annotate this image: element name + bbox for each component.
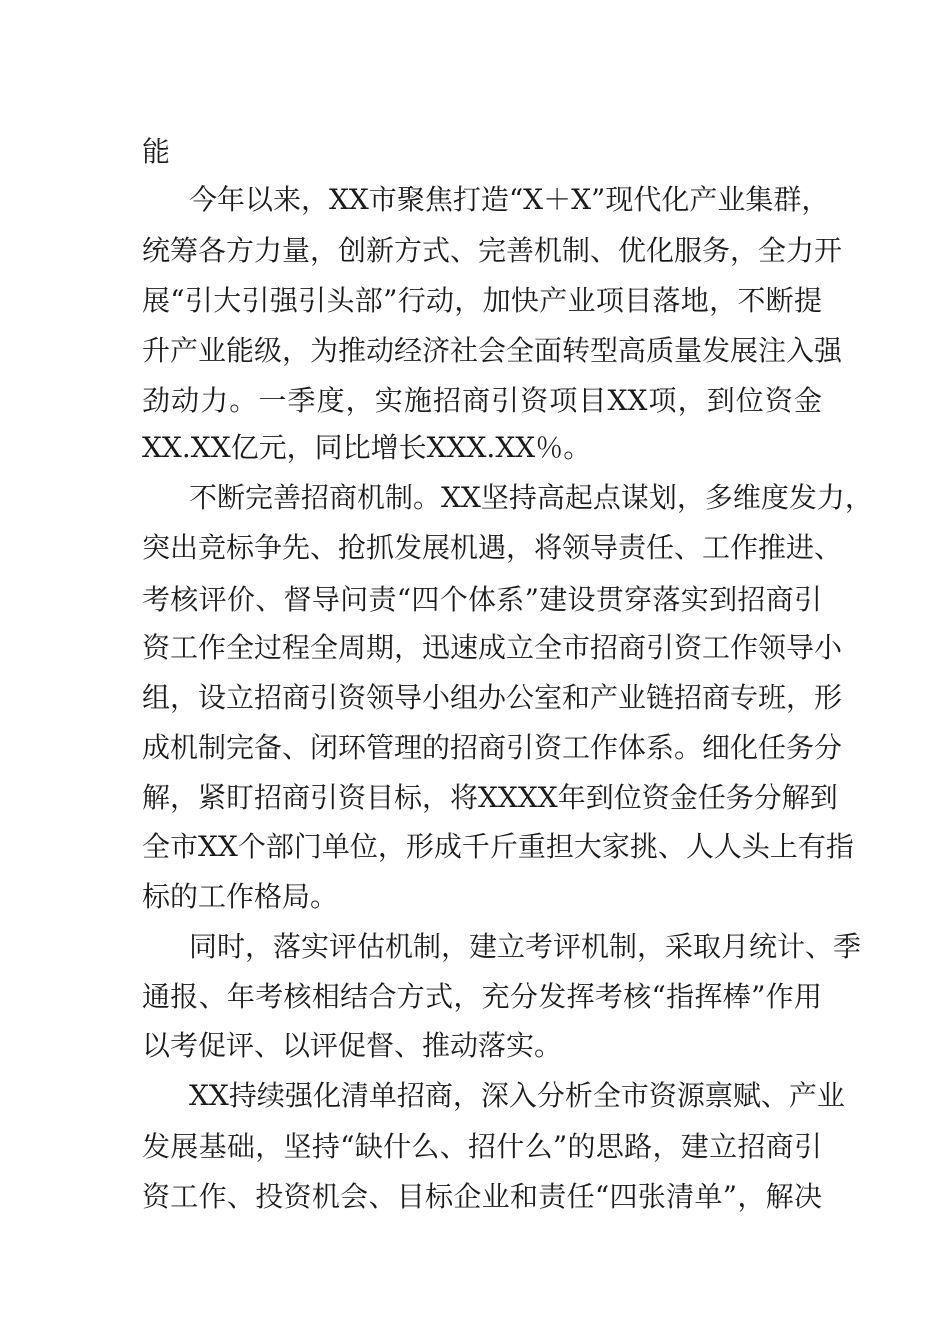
text-line: 成机制完备、闭环管理的招商引资工作体系。细化任务分 [142,731,843,764]
text-line: 全市XX个部门单位，形成千斤重担大家挑、人人头上有指 [142,830,854,863]
text-line: 发展基础，坚持“缺什么、招什么”的思路，建立招商引 [142,1130,822,1163]
text-line: 考核评价、督导问责“四个体系”建设贯穿落实到招商引 [142,583,822,616]
text-line: 统筹各方力量，创新方式、完善机制、优化服务，全力开 [142,234,843,267]
text-line: 能 [142,135,171,168]
text-line: XX.XX亿元，同比增长XXX.XX％。 [142,431,592,464]
text-line: 资工作全过程全周期，迅速成立全市招商引资工作领导小 [142,631,843,664]
paragraph-2-first-line: 不断完善招商机制。XX坚持高起点谋划，多维度发力， [189,481,873,514]
paragraph-3-first-line: 同时，落实评估机制，建立考评机制，采取月统计、季 [189,930,862,963]
text-line: 组，设立招商引资领导小组办公室和产业链招商专班，形 [142,681,843,714]
text-line: 突出竞标争先、抢抓发展机遇，将领导责任、工作推进、 [142,531,843,564]
text-line: 解，紧盯招商引资目标，将XXXX年到位资金任务分解到 [142,781,838,814]
text-line: 标的工作格局。 [142,880,339,913]
text-line: 升产业能级，为推动经济社会全面转型高质量发展注入强 [142,334,843,367]
text-line: 以考促评、以评促督、推动落实。 [142,1029,563,1062]
text-line: 通报、年考核相结合方式，充分发挥考核“指挥棒”作用 [142,980,822,1013]
text-line: 资工作、投资机会、目标企业和责任“四张清单”，解决 [142,1180,822,1213]
paragraph-1-first-line: 今年以来，XX市聚焦打造“X＋X”现代化产业集群， [189,183,830,216]
paragraph-4-first-line: XX持续强化清单招商，深入分析全市资源禀赋、产业 [189,1079,845,1112]
text-line: 劲动力。一季度，实施招商引资项目XX项，到位资金 [142,384,822,417]
text-line: 展“引大引强引头部”行动，加快产业项目落地，不断提 [142,284,822,317]
